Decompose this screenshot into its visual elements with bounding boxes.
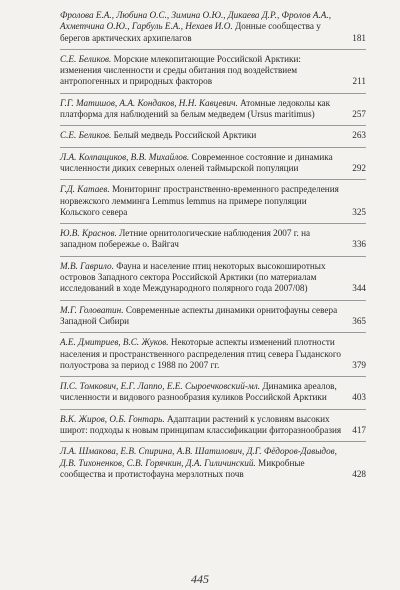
entry-page: 428 (352, 468, 366, 479)
entry-authors: С.Е. Беликов. (60, 130, 112, 141)
separator (60, 49, 366, 50)
separator (60, 441, 366, 442)
toc-entry (60, 10, 366, 44)
entry-authors: Ю.В. Краснов. (60, 228, 117, 239)
entry-authors: Г.Д. Катаев. (60, 184, 110, 195)
separator (60, 125, 366, 126)
toc-entry (60, 98, 366, 121)
toc-entry (60, 414, 366, 437)
entry-page: 417 (352, 425, 366, 436)
entry-title: Донные сообщества у берегов арктических архипелагов (60, 21, 321, 43)
entry-title: Летние орнитологические наблюдения 2007 г. на западном побережье о. Вайгач (60, 228, 311, 250)
toc-entry (60, 446, 366, 480)
entry-title: Микробные сообщества и протистофауна мерзлотных почв (60, 457, 305, 479)
separator (60, 179, 366, 180)
separator (60, 300, 366, 301)
entry-title: Некоторые аспекты изменений плотности населения и пространственного распределения птиц севера Гыданского полуострова за период с 1988 по 2007 гг. (60, 337, 341, 370)
entry-page: 344 (352, 283, 366, 294)
entry-page: 263 (352, 130, 366, 141)
entry-authors: В.К. Жиров, О.Б. Гонтарь. (60, 413, 165, 424)
separator (60, 147, 366, 148)
page-number: 445 (191, 572, 209, 586)
entry-page: 325 (352, 206, 366, 217)
toc-entry (60, 152, 366, 175)
entry-authors: С.Е. Беликов. (60, 53, 112, 64)
entry-title: Фауна и население птиц некоторых высокоширотных островов Западного сектора Российской Арктики (по материалам исследований в ходе Международного полярного года 2007/08) (60, 260, 326, 294)
entry-page: 379 (352, 359, 366, 370)
separator (60, 409, 366, 410)
entry-page: 336 (352, 239, 366, 250)
entry-page: 257 (352, 109, 366, 120)
toc-entry (60, 381, 366, 404)
separator (60, 376, 366, 377)
entry-title: Белый медведь Российской Арктики (113, 130, 257, 141)
separator (60, 223, 366, 224)
entry-authors: П.С. Томкович, Е.Г. Лаппо, Е.Е. Сыроечковский-мл. (60, 381, 261, 392)
entry-authors: Л.А. Шмакова, Е.В. Спирина, А.В. Шатилович, Д.Г. Фёдоров-Давыдов, Д.В. Тихоненков, С.В. Горячкин, Д.А. Гиличинский. (60, 446, 337, 468)
toc-entry (60, 337, 366, 371)
toc-entry (60, 54, 366, 88)
separator (60, 256, 366, 257)
entry-page: 211 (352, 76, 366, 87)
entry-authors: М.В. Гаврило. (60, 260, 114, 271)
toc-entry (60, 261, 366, 295)
entry-title: Динамика ареалов, численности и видового разнообразия куликов Российской Арктики (60, 381, 337, 403)
entry-title: Мониторинг пространственно-временного распределения норвежского лемминга Lemmus lemmus на примере популяции Кольского севера (60, 184, 339, 217)
entry-authors: Л.А. Колпащиков, В.В. Михайлов. (60, 151, 190, 162)
entry-authors: Г.Г. Матишов, А.А. Кондаков, Н.Н. Кавцевич. (60, 97, 238, 108)
entry-title: Современные аспекты динамики орнитофауны севера Западной Сибири (60, 304, 338, 326)
entry-authors: А.Е. Дмитриев, В.С. Жуков. (60, 337, 169, 348)
separator (60, 93, 366, 94)
entry-authors: Фролова Е.А., Любина О.С., Зимина О.Ю., Дикаева Д.Р., Фролов А.А., Ахметчина О.Ю., Гарбуль Е.А., Нехаев И.О. (60, 10, 332, 32)
entry-title: Адаптации растений к условиям высоких широт: подходы к новым принципам классификации фиторазнообразия (60, 413, 342, 436)
entry-page: 292 (352, 162, 366, 173)
toc-entry (60, 184, 366, 218)
entry-title: Атомные ледоколы как платформа для наблюдений за белым медведем (Ursus maritimus) (60, 97, 331, 120)
entry-title: Современное состояние и динамика численности диких северных оленей таймырской популяции (60, 151, 333, 173)
toc-entry (60, 130, 366, 141)
entry-title: Морские млекопитающие Российской Арктики: изменения численности и среды обитания под воздействием антропогенных и природных факторов (60, 53, 301, 87)
toc-entry (60, 228, 366, 251)
entry-page: 365 (352, 315, 366, 326)
entry-page: 403 (352, 392, 366, 403)
separator (60, 332, 366, 333)
toc-entry (60, 305, 366, 328)
entry-authors: М.Г. Головатин. (60, 304, 124, 315)
entry-page: 181 (352, 32, 366, 43)
